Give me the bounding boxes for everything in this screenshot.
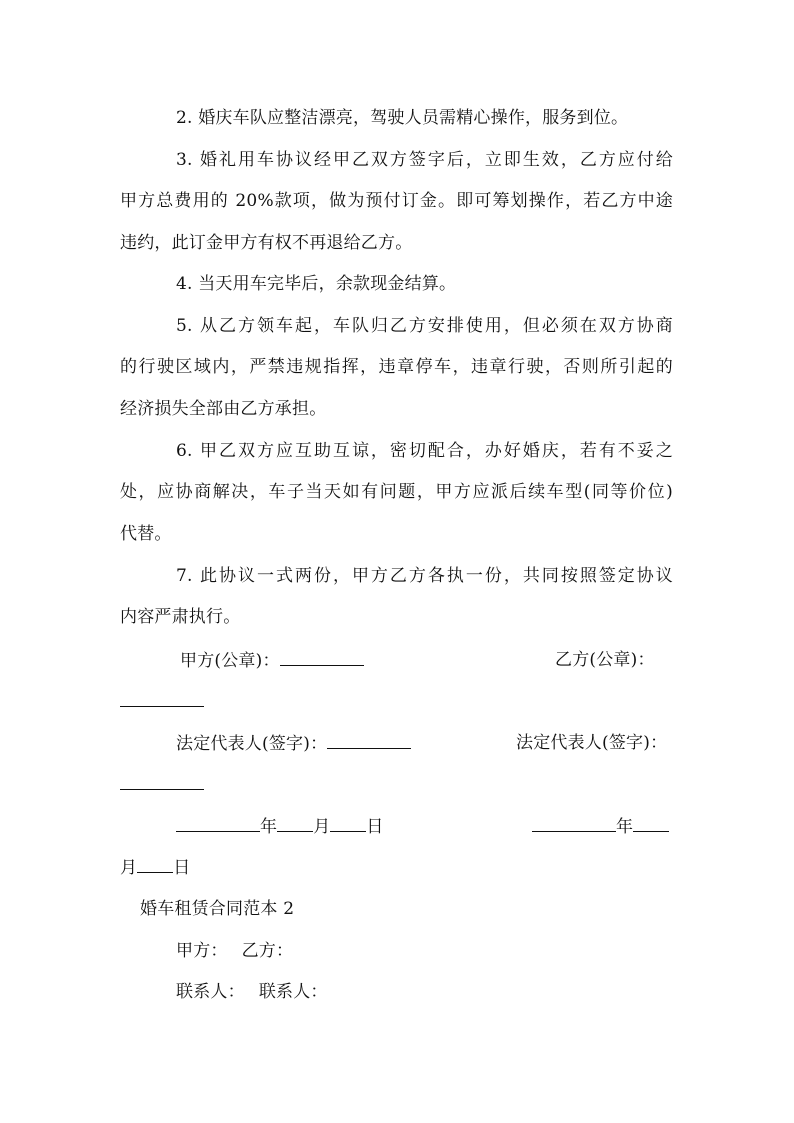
section-2-party-b-label: 乙方： (241, 941, 294, 961)
rep-a-row (176, 732, 411, 755)
date-a-month-blank[interactable] (277, 815, 313, 832)
date-b-row (532, 815, 669, 838)
party-b-seal-row (120, 690, 204, 713)
date-b-month-blank[interactable] (633, 815, 669, 832)
clause-2-line-1: 2. 婚庆车队应整洁漂亮，驾驶人员需精心操作，服务到位。 (176, 108, 629, 128)
rep-a-blank[interactable] (327, 732, 411, 749)
date-b-year-blank[interactable] (532, 815, 616, 832)
clause-5-line-3: 经济损失全部由乙方承担。 (120, 399, 327, 419)
clause-4-line-1: 4. 当天用车完毕后，余款现金结算。 (176, 274, 457, 294)
party-a-seal-label: 甲方(公章)： (180, 651, 280, 671)
section-2-contacts-row (176, 981, 328, 1003)
date-a-month-label: 月 (313, 817, 331, 837)
section-2-contact-b-label: 联系人： (258, 982, 328, 1002)
date-a-day-blank[interactable] (330, 815, 366, 832)
party-a-seal-row (180, 649, 364, 672)
rep-b-label: 法定代表人(签字)： (516, 733, 668, 753)
date-a-day-label: 日 (366, 817, 384, 837)
rep-b-blank[interactable] (120, 773, 204, 790)
date-b-month-label: 月 (120, 858, 138, 878)
clause-3-line-2: 甲方总费用的 20%款项，做为预付订金。即可筹划操作，若乙方中途 (120, 191, 673, 211)
section-2-contact-a-label: 联系人： (176, 982, 245, 1002)
clause-3-line-1: 3. 婚礼用车协议经甲乙双方签字后，立即生效，乙方应付给 (176, 150, 673, 170)
date-a-row (176, 815, 384, 838)
clause-6-line-3: 代替。 (120, 524, 172, 544)
clause-5-line-2: 的行驶区域内，严禁违规指挥，违章停车，违章行驶，否则所引起的 (120, 357, 673, 377)
section-2-parties-row (176, 940, 293, 962)
clause-7-line-1: 7. 此协议一式两份，甲方乙方各执一份，共同按照签定协议 (176, 566, 673, 586)
party-b-seal-label: 乙方(公章)： (555, 650, 655, 670)
date-b-day-blank[interactable] (137, 856, 173, 873)
section-2-party-a-label: 甲方： (176, 941, 228, 961)
date-a-year-label: 年 (260, 817, 278, 837)
date-b-row-cont (120, 856, 190, 879)
rep-b-row (120, 773, 204, 796)
clause-3-line-3: 违约，此订金甲方有权不再退给乙方。 (120, 233, 413, 253)
date-b-year-label: 年 (616, 817, 634, 837)
date-a-year-blank[interactable] (176, 815, 260, 832)
party-a-seal-blank[interactable] (280, 649, 364, 666)
clause-6-line-1: 6. 甲乙双方应互助互谅，密切配合，办好婚庆，若有不妥之 (176, 441, 673, 461)
clause-6-line-2: 处，应协商解决，车子当天如有问题，甲方应派后续车型(同等价位) (120, 482, 673, 502)
party-b-seal-blank[interactable] (120, 690, 204, 707)
date-b-day-label: 日 (173, 858, 191, 878)
rep-a-label: 法定代表人(签字)： (176, 734, 328, 754)
clause-7-line-2: 内容严肃执行。 (120, 607, 241, 627)
clause-5-line-1: 5. 从乙方领车起，车队归乙方安排使用，但必须在双方协商 (176, 316, 673, 336)
section-2-title: 婚车租赁合同范本 2 (140, 899, 295, 919)
